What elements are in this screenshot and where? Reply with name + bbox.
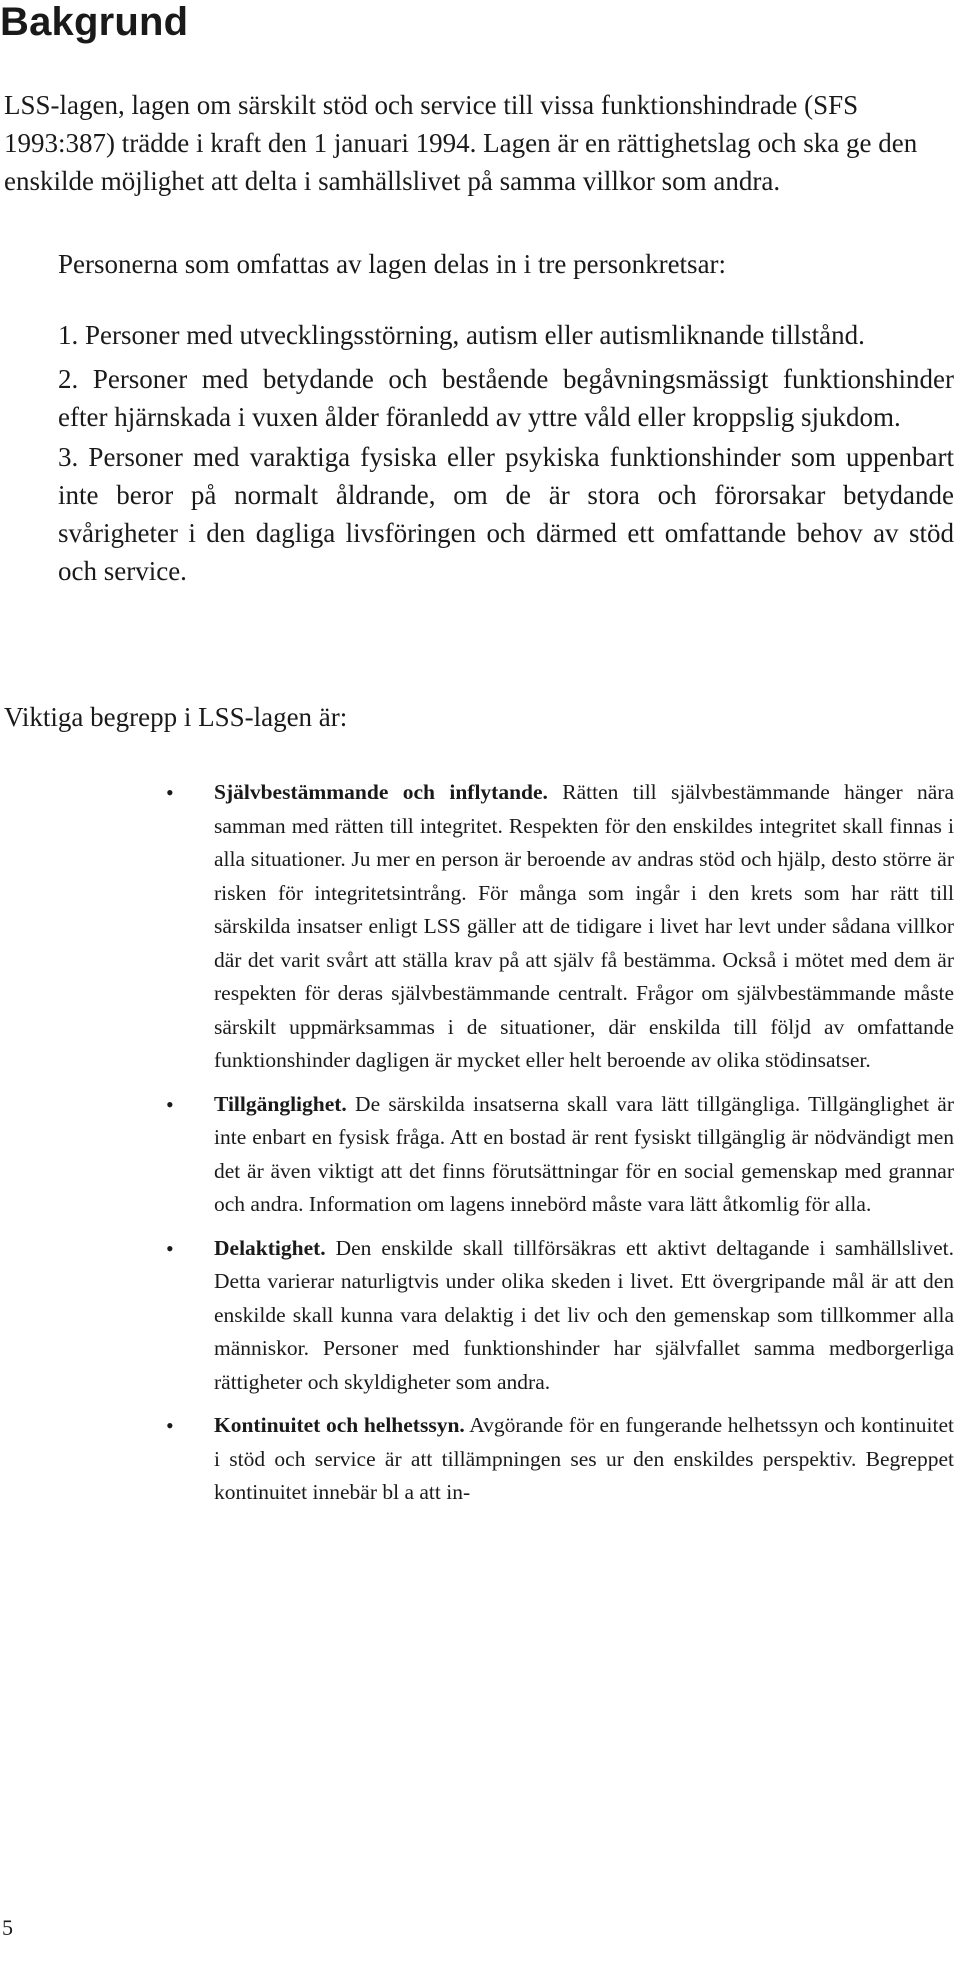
personkrets-text: Personer med utvecklingsstörning, autism eller autismliknande tillstånd. <box>85 320 865 350</box>
concept-item-sjalvbestammande <box>166 776 954 1078</box>
concepts-heading: Viktiga begrepp i LSS-lagen är: <box>4 702 348 732</box>
personkrets-text: Personer med betydande och bestående begåvningsmässigt funktionshinder efter hjärnskada i vuxen ålder föranledd av yttre våld eller kroppslig sjukdom. <box>58 364 954 432</box>
page-heading: Bakgrund <box>0 0 189 44</box>
concept-text: Den enskilde skall tillförsäkras ett aktivt deltagande i samhällslivet. Detta varierar naturligtvis under olika skeden i livet. Ett övergripande mål är att den enskilde skall kunna vara delaktig i det liv och den gemenskap som tillkommer alla människor. Personer med funktionshinder har självfallet samma medborgerliga rättigheter och skyldigheter som andra. <box>214 1235 955 1394</box>
concept-text: Avgörande för en fungerande helhetssyn och kontinuitet i stöd och service är att tillämpningen ses ur den enskildes perspektiv. Begreppet kontinuitet innebär bl a att in- <box>214 1413 954 1504</box>
personkrets-item-3 <box>58 438 954 590</box>
concept-item-kontinuitet <box>166 1409 954 1510</box>
concept-item-tillganglighet <box>166 1088 955 1222</box>
concept-text: Rätten till självbestämmande hänger nära samman med rätten till integritet. Respekten för den enskildes integritet skall finnas i alla situationer. Ju mer en person är beroende av andras stöd och hjälp, desto större är risken för integritetsintrång. För många som ingår i den krets som har rätt till särskilda insatser enligt LSS gäller att de tidigare i livet har levt under sådana villkor där det varit svårt att ställa krav på att själv få bestämma. Också i mötet med dem är respekten för deras självbestämmande centralt. Frågor om självbestämmande måste särskilt uppmärksammas i de situationer, där enskilda till följd av omfattande funktionshinder dagligen är mycket eller helt beroende av olika stödinsatser. <box>214 780 954 1072</box>
personkrets-text: Personer med varaktiga fysiska eller psykiska funktionshinder som uppenbart inte beror på normalt åldrande, om de är stora och förorsakar betydande svårigheter i den dagliga livsföringen och därmed ett omfattande behov av stöd och service. <box>58 442 955 586</box>
concept-term: Självbestämmande och inflytande. <box>214 780 548 804</box>
personkretsar-lead: Personerna som omfattas av lagen delas in i tre personkretsar: <box>58 249 727 279</box>
page-number: 5 <box>2 1915 13 1940</box>
personkrets-number: 3. <box>58 442 79 472</box>
concept-term: Kontinuitet och helhetssyn. <box>214 1413 465 1437</box>
personkrets-number: 2. <box>58 364 79 394</box>
bullet-icon: • <box>166 1091 174 1117</box>
concept-term: Delaktighet. <box>214 1235 326 1260</box>
concept-item-delaktighet <box>166 1232 955 1400</box>
intro-paragraph: LSS-lagen, lagen om särskilt stöd och service till vissa funktionshindrade (SFS 1993:387) trädde i kraft den 1 januari 1994. Lagen är en rättighetslag och ska ge den enskilde möjlighet att delta i samhällslivet på samma villkor som andra. <box>4 90 918 196</box>
concepts-list <box>0 776 960 1520</box>
personkrets-number: 1. <box>58 320 79 350</box>
concept-term: Tillgänglighet. <box>214 1091 347 1116</box>
personkretsar-list <box>58 316 954 592</box>
concept-text: De särskilda insatserna skall vara lätt tillgängliga. Tillgänglighet är inte enbart en fysisk fråga. Att en bostad är rent fysiskt tillgänglig är nödvändigt men det är även viktigt att det finns förutsättningar för en social gemenskap med grannar och andra. Information om lagens innebörd måste vara lätt åtkomlig för alla. <box>214 1091 955 1216</box>
bullet-icon: • <box>166 1413 174 1438</box>
personkrets-item-2 <box>58 360 954 436</box>
personkrets-item-1 <box>58 316 954 354</box>
bullet-icon: • <box>166 1235 174 1261</box>
bullet-icon: • <box>166 780 174 805</box>
